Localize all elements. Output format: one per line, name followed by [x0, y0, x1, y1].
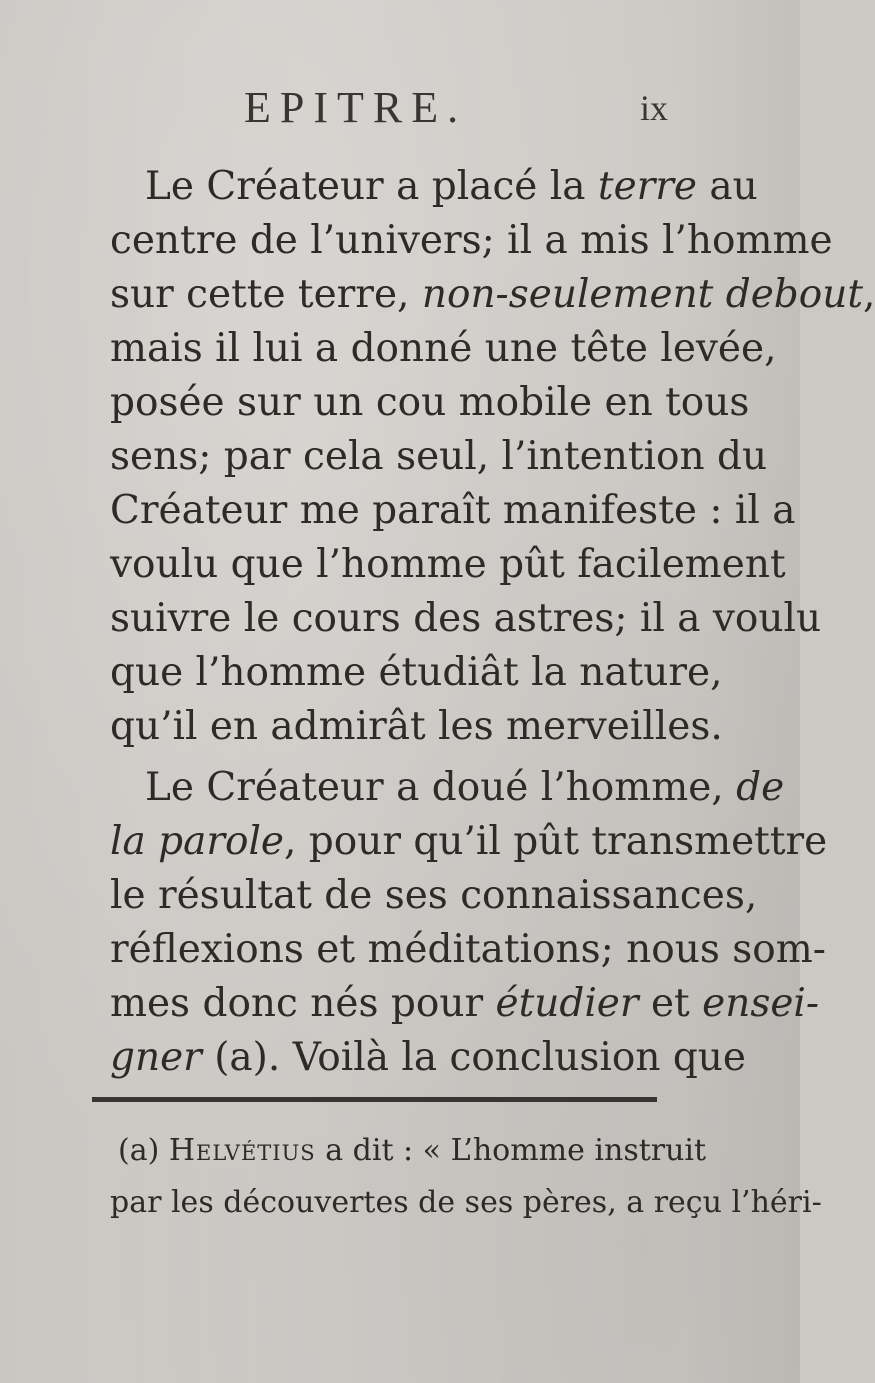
- text-line: Le Créateur a doué l’homme, de: [145, 765, 785, 810]
- text-line: le résultat de ses connaissances,: [110, 873, 758, 918]
- text-line: Le Créateur a placé la terre au: [145, 164, 758, 209]
- text-line: qu’il en admirât les merveilles.: [110, 704, 723, 749]
- text-line: mes donc nés pour étudier et ensei-: [110, 981, 820, 1026]
- footnote-rule: [92, 1097, 657, 1102]
- text-line: voulu que l’homme pût facilement: [110, 542, 786, 587]
- text-line: Créateur me paraît manifeste : il a: [110, 488, 796, 533]
- text-line: sens; par cela seul, l’intention du: [110, 434, 768, 479]
- footnote-line: par les découvertes de ses pères, a reçu l’héri-: [110, 1185, 822, 1220]
- page-number: ix: [640, 88, 669, 128]
- footnote-author: Helvétius: [168, 1133, 316, 1168]
- text-line: centre de l’univers; il a mis l’homme: [110, 218, 833, 263]
- page-header: [0, 78, 800, 138]
- text-line: suivre le cours des astres; il a voulu: [110, 596, 822, 641]
- running-title: EPITRE.: [244, 83, 468, 132]
- text-line: mais il lui a donné une tête levée,: [110, 326, 777, 371]
- text-line: sur cette terre, non-seulement debout,: [110, 272, 875, 317]
- text-line: que l’homme étudiât la nature,: [110, 650, 723, 695]
- text-line: la parole, pour qu’il pût transmettre: [110, 819, 828, 864]
- footnote-line: (a) Helvétius a dit : « L’homme instruit: [118, 1133, 707, 1168]
- text-line: gner (a). Voilà la conclusion que: [110, 1035, 746, 1080]
- text-line: posée sur un cou mobile en tous: [110, 380, 750, 425]
- text-line: réflexions et méditations; nous som-: [110, 927, 826, 972]
